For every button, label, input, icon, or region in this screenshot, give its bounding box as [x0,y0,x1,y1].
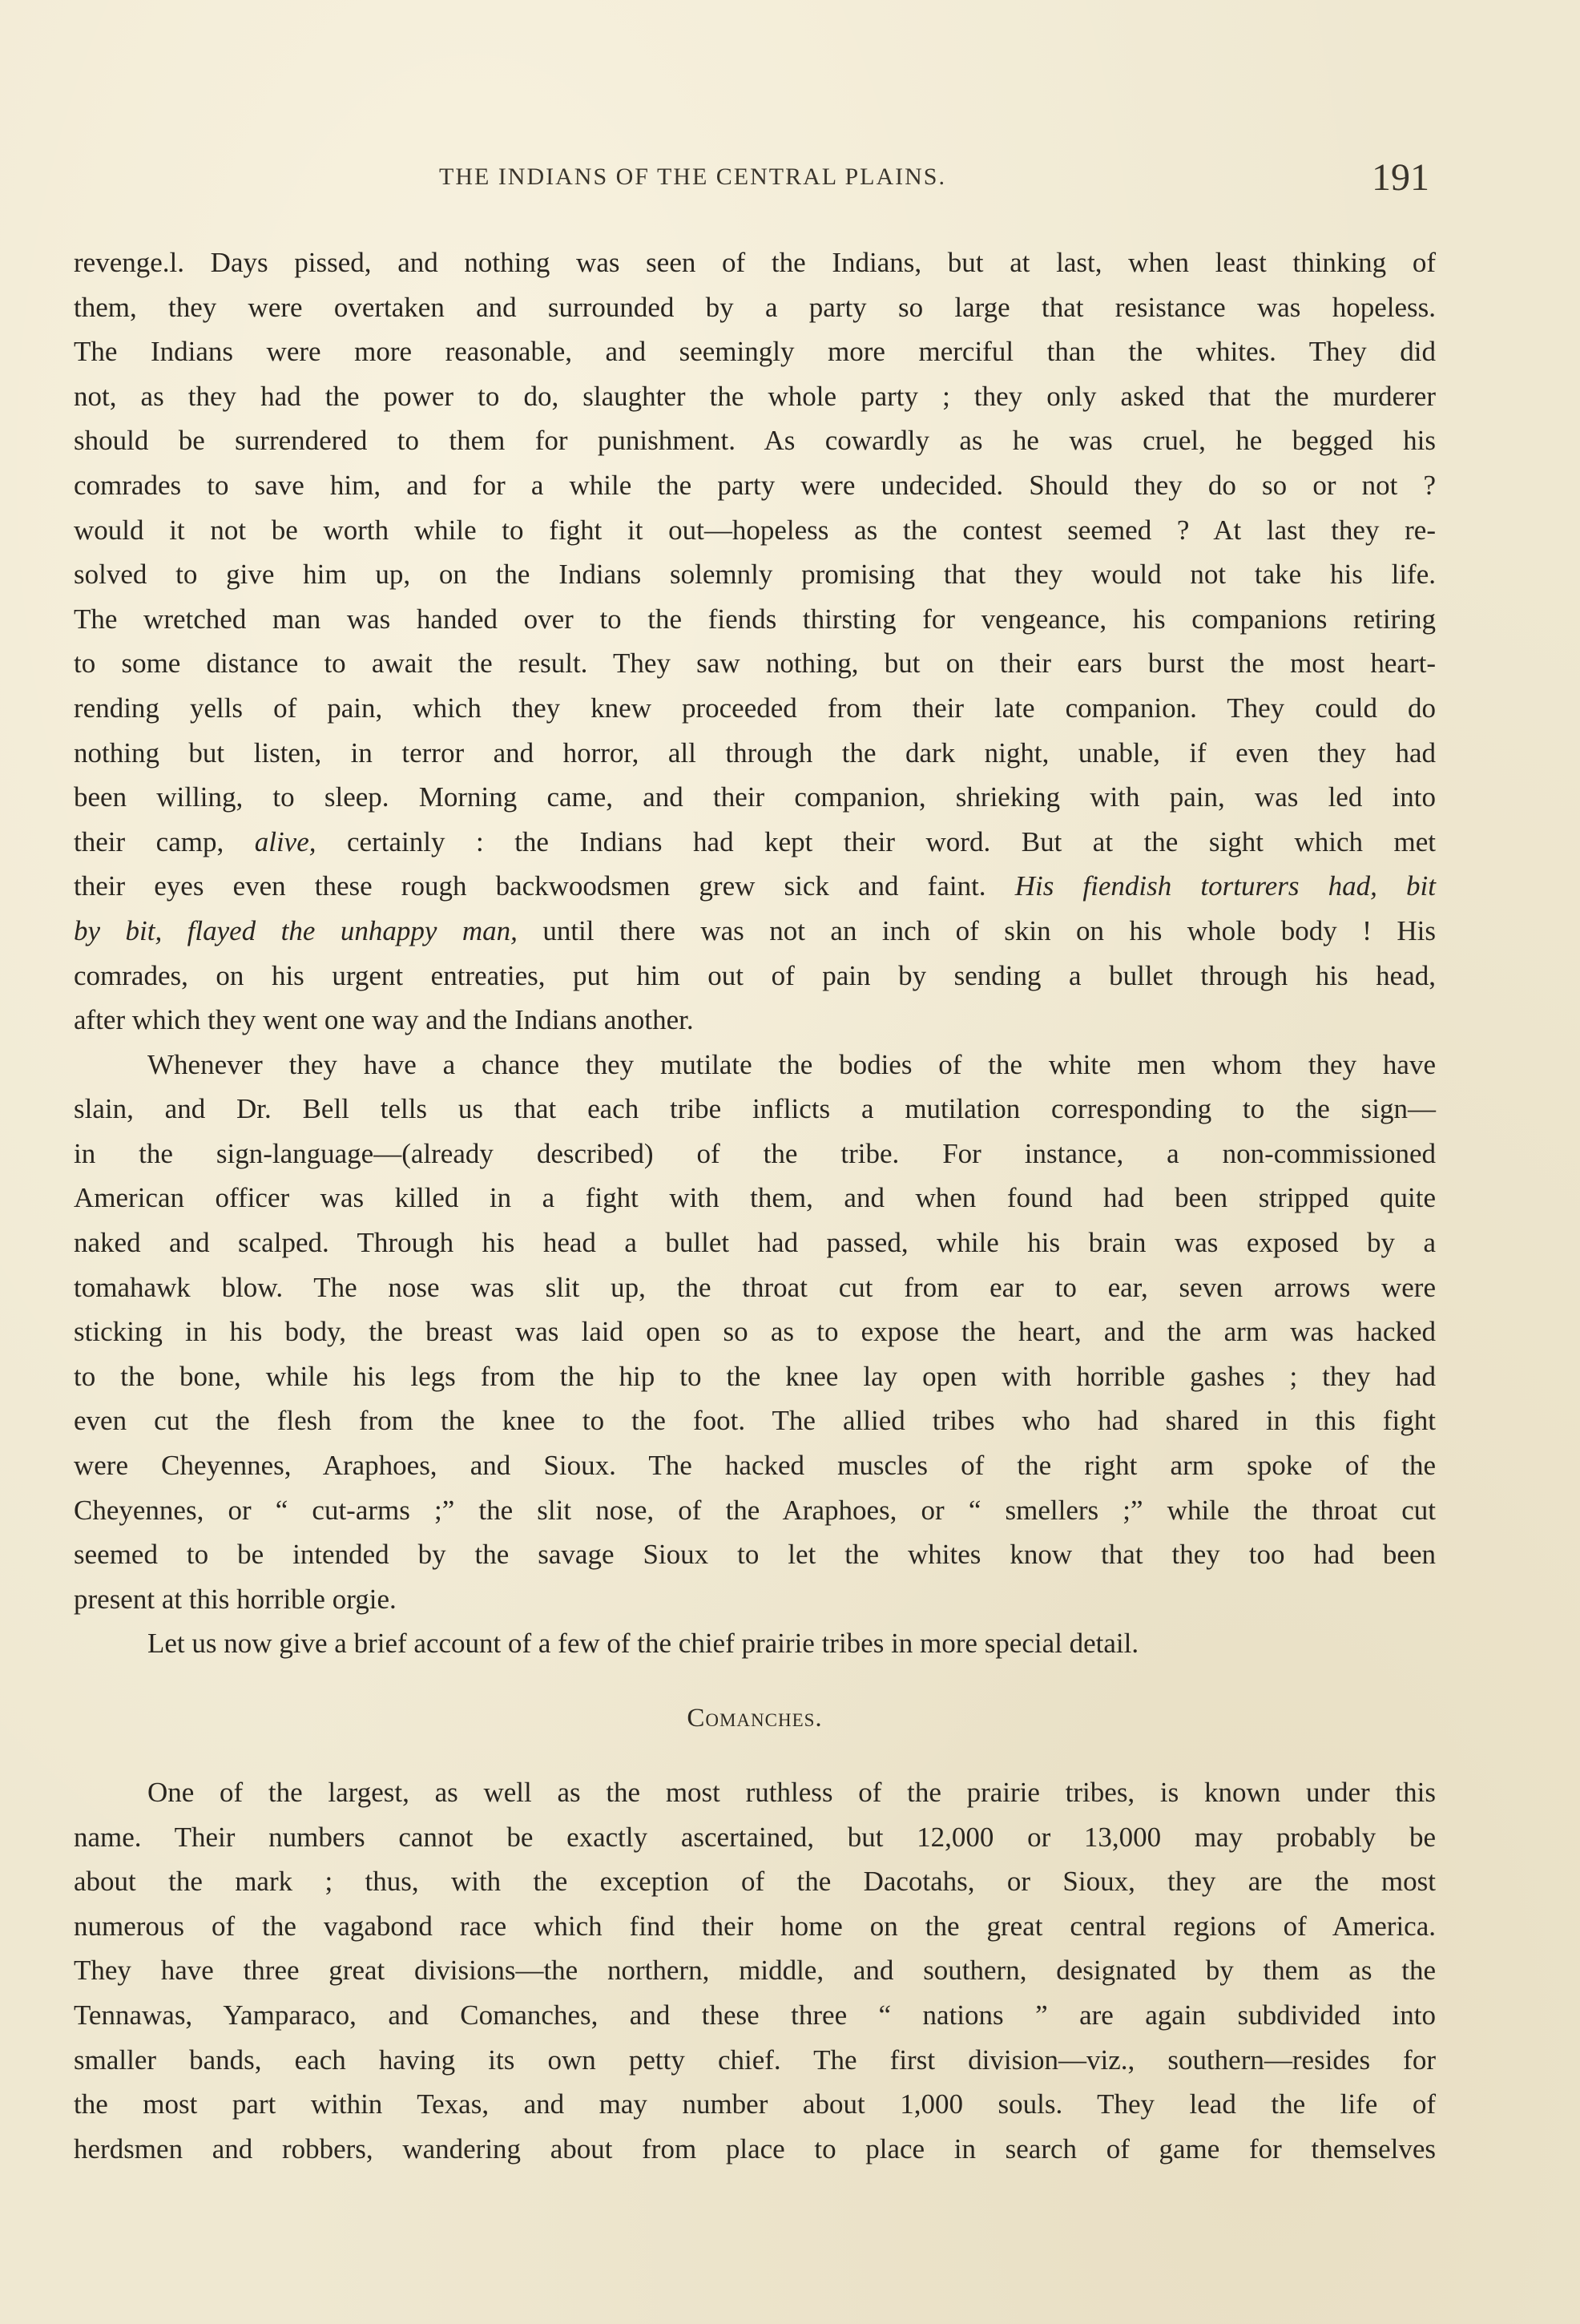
text-line: slain, and Dr. Bell tells us that each tribe inflicts a mutilation corresponding to the sign— [74,1093,1436,1125]
text-line [74,820,1436,865]
text-line: solved to give him up, on the Indians solemnly promising that they would not take his life. [74,559,1436,591]
body-text [74,240,1436,2171]
text-line: comrades to save him, and for a while the party were undecided. Should they do so or not ? [74,469,1436,501]
text-line: not, as they had the power to do, slaughter the whole party ; they only asked that the murderer [74,380,1436,412]
running-head [0,156,1580,204]
section-heading: Comanches. [687,1704,823,1733]
text-line: after which they went one way and the Indians another. [74,1004,694,1036]
text-line: in the sign-language—(already described) of the tribe. For instance, a non-commissioned [74,1137,1436,1169]
text-line: comrades, on his urgent entreaties, put him out of pain by sending a bullet through his head, [74,959,1436,991]
text-line: American officer was killed in a fight with them, and when found had been stripped quite [74,1182,1436,1214]
text-segment: their camp, [74,825,255,857]
text-line: numerous of the vagabond race which find their home on the great central regions of America. [74,1910,1436,1942]
text-segment: their eyes even these rough backwoodsmen grew sick and faint. [74,870,1015,902]
italic-text: alive, [254,825,316,857]
text-line: to the bone, while his legs from the hip to the knee lay open with horrible gashes ; they had [74,1360,1436,1392]
text-line: smaller bands, each having its own petty chief. The first division—viz., southern—resides for [74,2044,1436,2076]
text-line: name. Their numbers cannot be exactly ascertained, but 12,000 or 13,000 may probably be [74,1821,1436,1853]
text-line: They have three great divisions—the northern, middle, and southern, designated by them as the [74,1955,1436,1987]
text-line [74,864,1436,909]
text-line: seemed to be intended by the savage Sioux to let the whites know that they too had been [74,1539,1436,1571]
text-line: even cut the flesh from the knee to the foot. The allied tribes who had shared in this fight [74,1405,1436,1437]
text-line: The Indians were more reasonable, and seemingly more merciful than the whites. They did [74,336,1436,368]
text-line: The wretched man was handed over to the fiends thirsting for vengeance, his companions retiring [74,603,1436,635]
text-line: been willing, to sleep. Morning came, and their companion, shrieking with pain, was led into [74,781,1436,813]
text-line: were Cheyennes, Araphoes, and Sioux. The hacked muscles of the right arm spoke of the [74,1450,1436,1482]
text-line: them, they were overtaken and surrounded by a party so large that resistance was hopeless. [74,291,1436,323]
text-segment: until there was not an inch of skin on his whole body ! His [517,914,1436,946]
text-line: Tennawas, Yamparaco, and Comanches, and these three “ nations ” are again subdivided into [74,1999,1436,2031]
paragraph-first-line: One of the largest, as well as the most ruthless of the prairie tribes, is known under this [147,1777,1436,1808]
text-line: sticking in his body, the breast was laid open so as to expose the heart, and the arm was hacked [74,1316,1436,1348]
text-line [74,909,1436,954]
page-number: 191 [1372,156,1429,199]
text-line: revenge.l. Days pissed, and nothing was seen of the Indians, but at last, when least thinking of [74,247,1436,278]
paragraph-first-line: Let us now give a brief account of a few of the chief prairie tribes in more special detail. [147,1628,1139,1660]
text-line: herdsmen and robbers, wandering about from place to place in search of game for themselves [74,2132,1436,2165]
italic-text: His fiendish torturers had, bit [1014,870,1436,902]
text-line: to some distance to await the result. They saw nothing, but on their ears burst the most heart- [74,648,1436,680]
text-line: about the mark ; thus, with the exception of the Dacotahs, or Sioux, they are the most [74,1866,1436,1898]
paragraph-first-line: Whenever they have a chance they mutilate the bodies of the white men whom they have [147,1048,1436,1080]
text-line: the most part within Texas, and may number about 1,000 souls. They lead the life of [74,2088,1436,2120]
italic-text: by bit, flayed the unhappy man, [74,914,518,946]
text-line: would it not be worth while to fight it out—hopeless as the contest seemed ? At last they re- [74,514,1436,546]
text-line: naked and scalped. Through his head a bullet had passed, while his brain was exposed by a [74,1227,1436,1259]
text-line: present at this horrible orgie. [74,1583,397,1615]
text-segment: certainly : the Indians had kept their word. But at the sight which met [316,825,1436,857]
running-title: THE INDIANS OF THE CENTRAL PLAINS. [439,163,946,190]
text-line: Cheyennes, or “ cut-arms ;” the slit nose, of the Araphoes, or “ smellers ;” while the throat cut [74,1494,1436,1526]
text-line: tomahawk blow. The nose was slit up, the throat cut from ear to ear, seven arrows were [74,1271,1436,1303]
text-line: rending yells of pain, which they knew proceeded from their late companion. They could do [74,692,1436,724]
text-line: should be surrendered to them for punishment. As cowardly as he was cruel, he begged his [74,425,1436,457]
text-line: nothing but listen, in terror and horror, all through the dark night, unable, if even they had [74,736,1436,769]
